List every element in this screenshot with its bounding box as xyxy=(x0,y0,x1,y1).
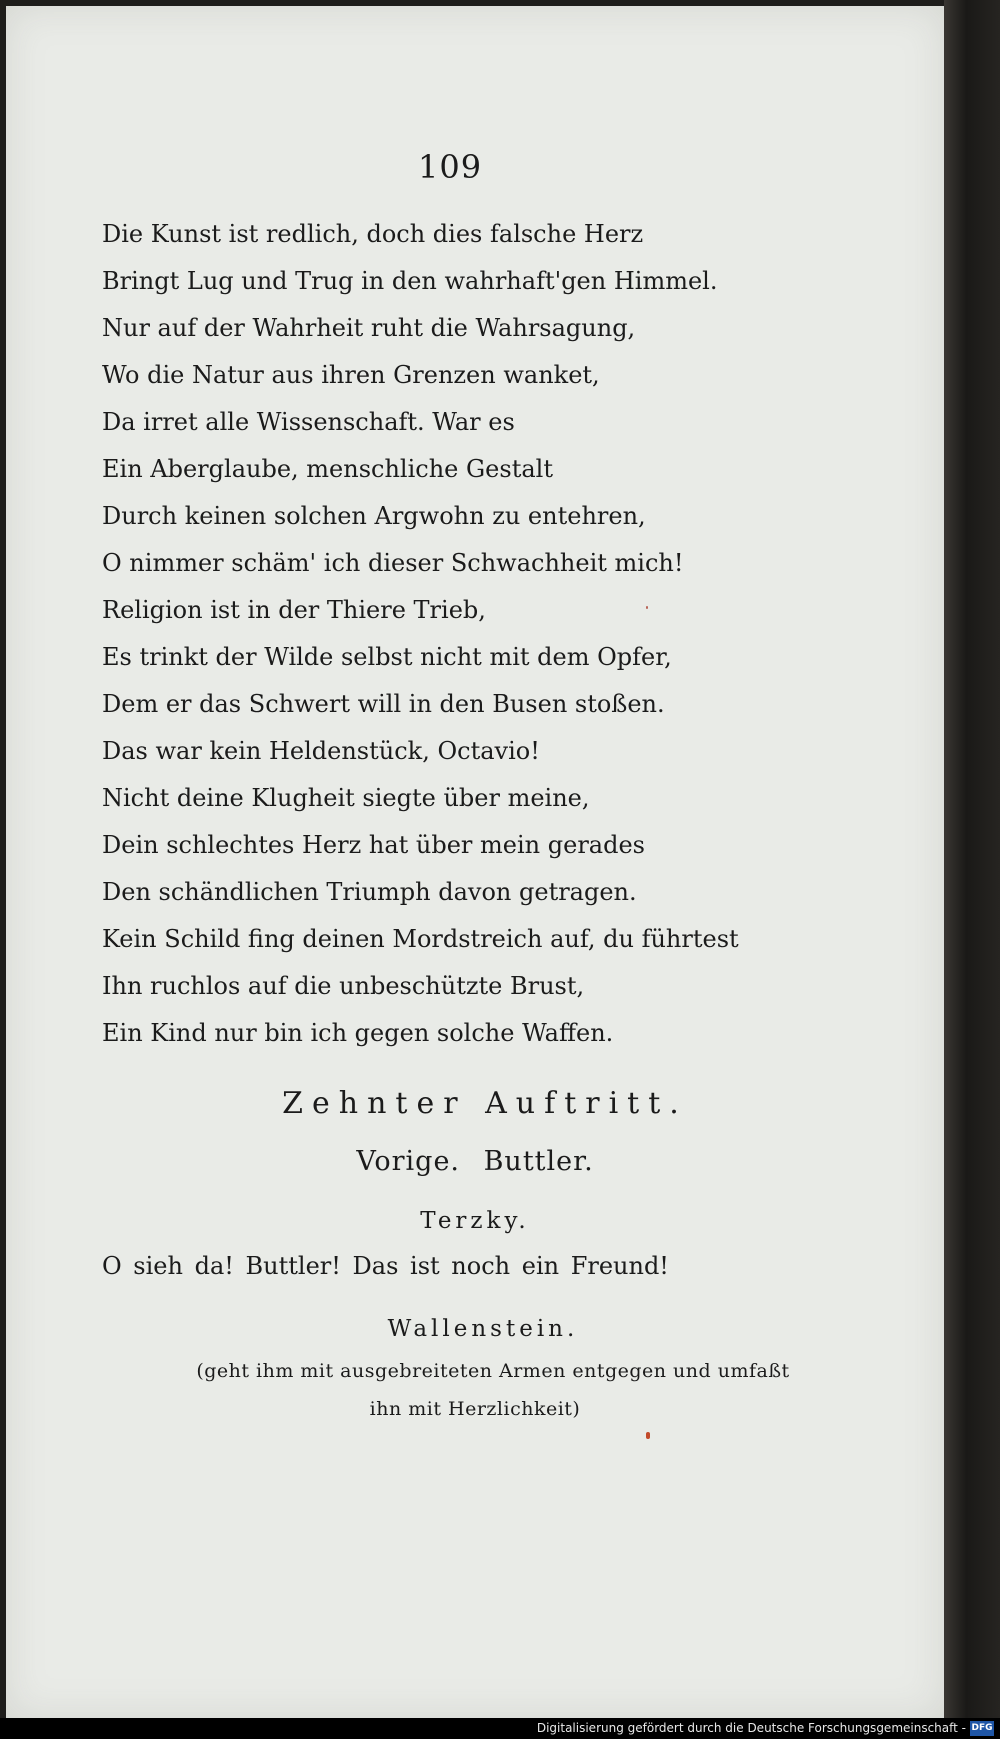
verse-line: Nur auf der Wahrheit ruht die Wahrsagung, xyxy=(102,314,636,342)
verse-line: Religion ist in der Thiere Trieb, xyxy=(102,596,486,624)
digitization-footer xyxy=(0,1718,1000,1739)
page-number: 109 xyxy=(418,148,483,186)
speaker-name: Wallenstein. xyxy=(387,1316,579,1342)
verse-line: Durch keinen solchen Argwohn zu entehren, xyxy=(102,502,646,530)
stage-direction: ihn mit Herzlichkeit) xyxy=(369,1398,581,1420)
book-edge xyxy=(944,0,1000,1739)
verse-line: Nicht deine Klugheit siegte über meine, xyxy=(102,784,590,812)
verse-line: Dem er das Schwert will in den Busen stoßen. xyxy=(102,690,665,718)
verse-line: Da irret alle Wissenschaft. War es xyxy=(102,408,515,436)
verse-line: Kein Schild fing deinen Mordstreich auf, du führtest xyxy=(102,925,739,953)
book-page xyxy=(6,6,947,1718)
verse-block xyxy=(102,211,739,1057)
ink-speck xyxy=(646,1432,650,1439)
stage-direction: (geht ihm mit ausgebreiteten Armen entgegen und umfaßt xyxy=(196,1360,790,1382)
verse-line: Dein schlechtes Herz hat über mein gerades xyxy=(102,831,645,859)
verse-line: O nimmer schäm' ich dieser Schwachheit mich! xyxy=(102,549,684,577)
verse-line: Ein Kind nur bin ich gegen solche Waffen. xyxy=(102,1019,614,1047)
verse-line: Bringt Lug und Trug in den wahrhaft'gen Himmel. xyxy=(102,267,718,295)
verse-line: Ein Aberglaube, menschliche Gestalt xyxy=(102,455,553,483)
verse-line: Wo die Natur aus ihren Grenzen wanket, xyxy=(102,361,600,389)
scene-cast: Vorige. Buttler. xyxy=(356,1146,594,1177)
verse-line: Die Kunst ist redlich, doch dies falsche Herz xyxy=(102,220,644,248)
dfg-logo: DFG xyxy=(970,1721,994,1736)
speaker-name: Terzky. xyxy=(420,1208,530,1234)
verse-line: Es trinkt der Wilde selbst nicht mit dem Opfer, xyxy=(102,643,672,671)
verse-line: Ihn ruchlos auf die unbeschützte Brust, xyxy=(102,972,585,1000)
verse-line: Den schändlichen Triumph davon getragen. xyxy=(102,878,637,906)
ink-speck xyxy=(646,606,648,609)
scene-heading: Zehnter Auftritt. xyxy=(282,1086,688,1121)
funding-credit: Digitalisierung gefördert durch die Deutsche Forschungsgemeinschaft - xyxy=(536,1721,966,1735)
dialogue-line: O sieh da! Buttler! Das ist noch ein Freund! xyxy=(102,1252,669,1280)
verse-line: Das war kein Heldenstück, Octavio! xyxy=(102,737,540,765)
